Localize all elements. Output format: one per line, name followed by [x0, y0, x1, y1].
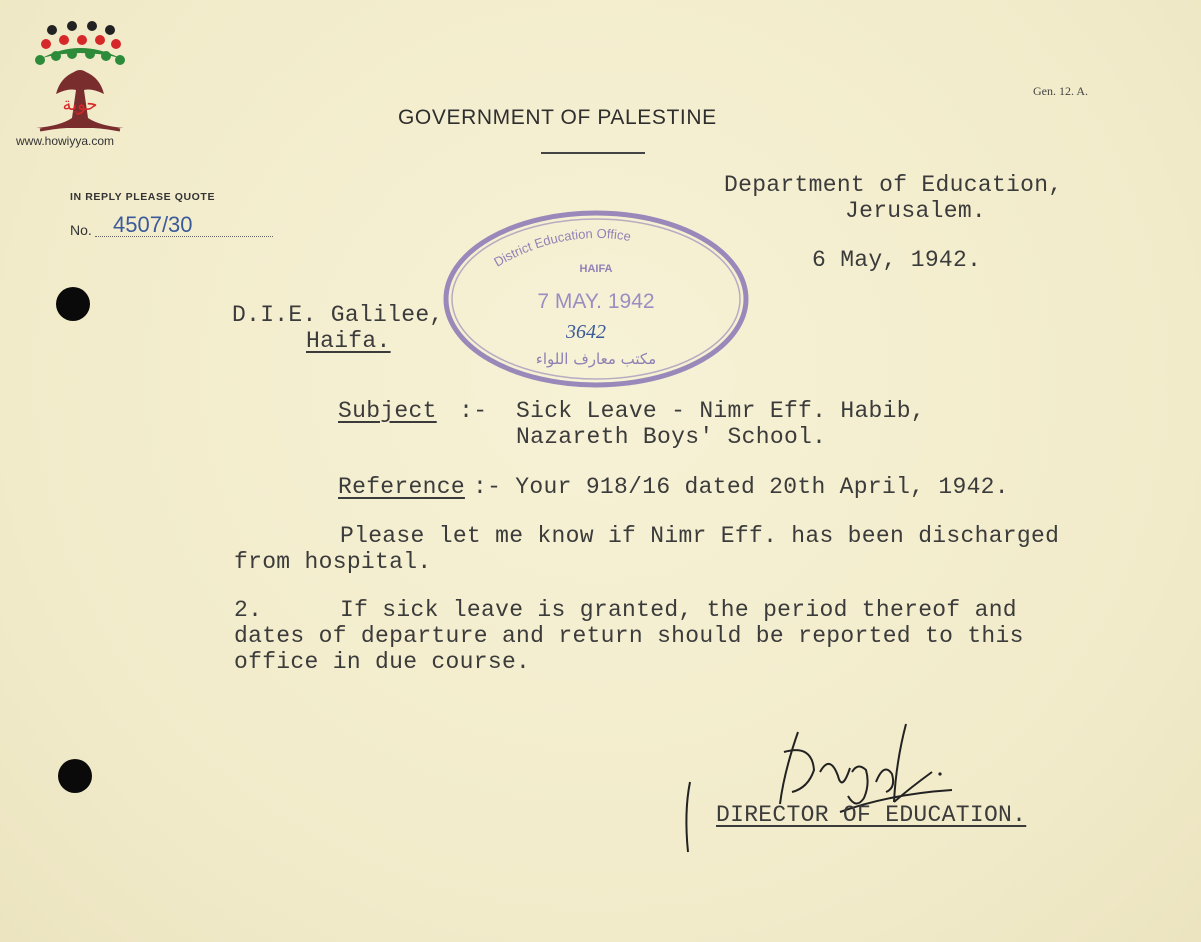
addressee-city: Haifa. — [306, 328, 391, 354]
reference-text: :- Your 918/16 dated 20th April, 1942. — [473, 474, 1009, 500]
body-para1-line1: Please let me know if Nimr Eff. has been discharged — [340, 523, 1060, 549]
reference-label: Reference — [338, 474, 465, 500]
subject-line-1: Sick Leave - Nimr Eff. Habib, — [516, 398, 925, 424]
received-stamp — [440, 208, 752, 390]
subject-label: Subject — [338, 398, 437, 424]
reference-no-label: No. — [70, 222, 92, 238]
reply-quote-label: IN REPLY PLEASE QUOTE — [70, 191, 216, 203]
sender-city: Jerusalem. — [845, 198, 987, 224]
reference-number: 4507/30 — [113, 212, 193, 237]
body-para2-number: 2. — [234, 597, 263, 623]
watermark-url: www.howiyya.com — [16, 134, 115, 148]
stamp-arc-text: District Education Office — [491, 225, 633, 270]
addressee-office: D.I.E. Galilee, — [232, 302, 444, 328]
subject-line-2: Nazareth Boys' School. — [516, 424, 827, 450]
letterhead-rule — [541, 152, 645, 154]
letterhead-title: GOVERNMENT OF PALESTINE — [398, 106, 717, 129]
stamp-date: 7 MAY. 1942 — [537, 290, 655, 313]
letter-date: 6 May, 1942. — [812, 247, 982, 273]
logo-arabic-text: حوية — [62, 94, 98, 115]
handwritten-signature — [680, 712, 970, 862]
body-para2-line3: office in due course. — [234, 649, 531, 675]
body-para2-line1: If sick leave is granted, the period thereof and — [340, 597, 1017, 623]
body-para1-line2: from hospital. — [234, 549, 432, 575]
howiyya-logo — [20, 14, 140, 152]
form-number: Gen. 12. A. — [1033, 84, 1088, 98]
subject-separator: :- — [445, 398, 502, 424]
stamp-number: 3642 — [566, 321, 606, 343]
signatory-title: DIRECTOR OF EDUCATION. — [716, 802, 1027, 828]
punch-hole-top — [56, 287, 90, 321]
sender-department: Department of Education, — [724, 172, 1063, 198]
stamp-city: HAIFA — [579, 263, 613, 275]
punch-hole-bottom — [58, 759, 92, 793]
body-para2-line2: dates of departure and return should be reported to this — [234, 623, 1024, 649]
stamp-arabic: مكتب معارف اللواء — [535, 350, 657, 368]
